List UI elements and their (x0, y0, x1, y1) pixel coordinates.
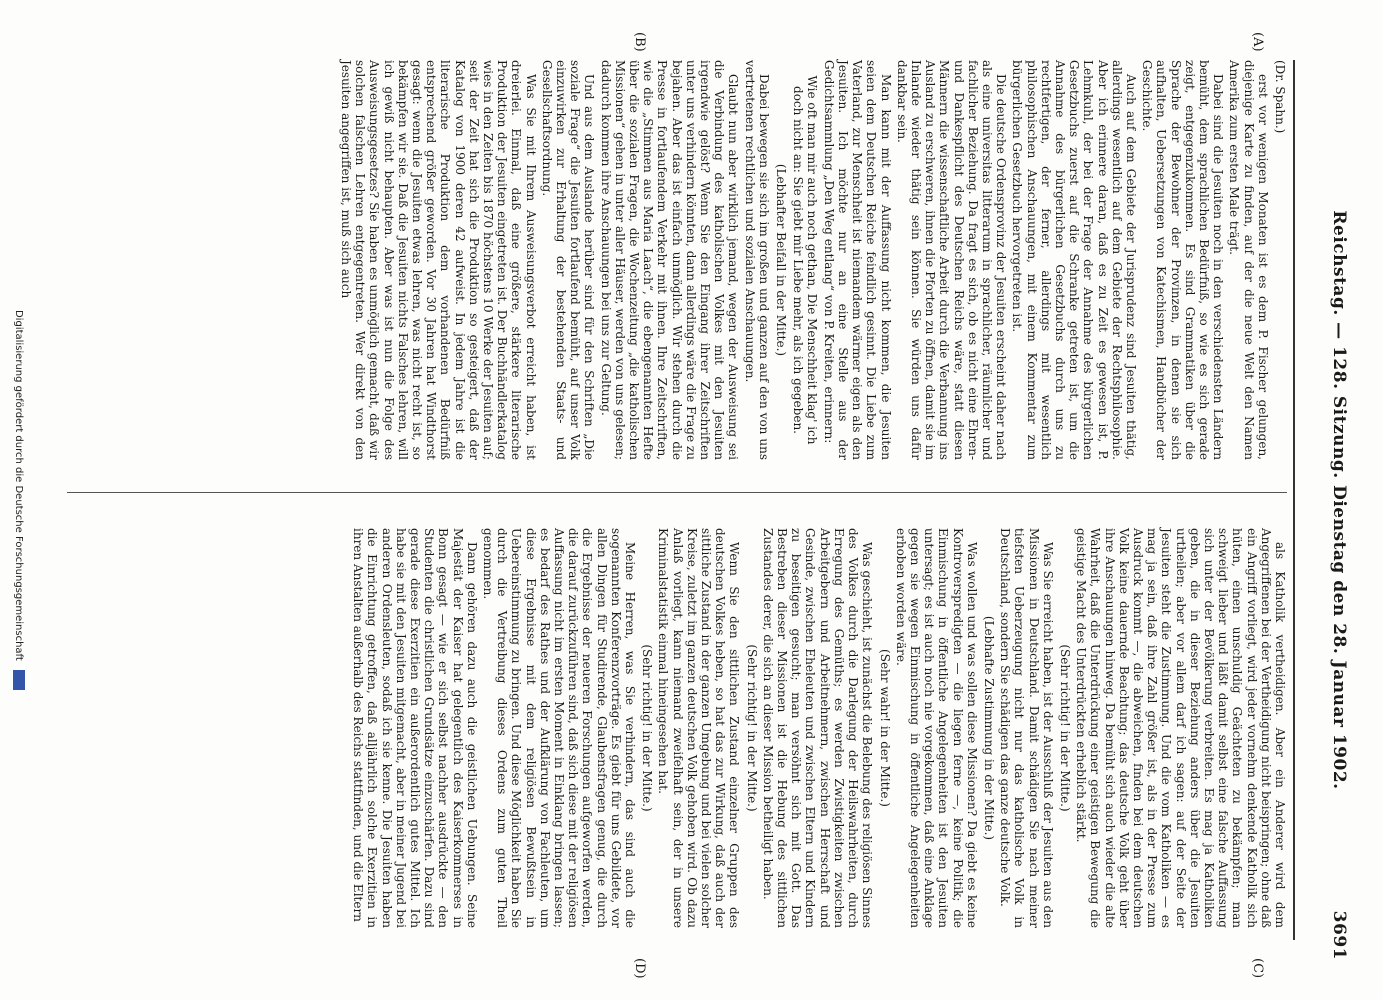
credit-text: Digitalisierung gefördert durch die Deutsche Forschungsgemeinschaft (13, 309, 24, 661)
page-header (1303, 0, 1383, 1000)
paragraph: Dann gehören dazu auch die geistlichen Uebungen. Seine Majestät der Kaiser hat gelegentlich des Kaiserkommerses in Bonn gesagt — wie er sich selbst nachher ausdrückte — den Studenten die christlichen Grundsätze einzuschärfen. Dazu sind gerade diese Exerzitien ein außerordentlich gutes Mittel. Ich habe sie mit den Jesuiten mitgemacht, aber in meiner Jugend bei anderen Ordensleuten, sodaß ich sie kenne. Die Jesuiten haben die Einrichtung getroffen, daß alljährlich solche Exerzitien in ihren Anstalten außerhalb des Reichs stattfinden, und die Eltern (351, 528, 479, 928)
paragraph: erst vor wenigen Monaten ist es dem P. Fischer gelungen, diejenige Karte zu finden, auf der die neue Welt den Namen Amerika zum ersten Male trägt. (1227, 60, 1270, 460)
paragraph: Was Sie mit Ihrem Ausweisungsverbot erreicht haben, ist dreierlei. Einmal, daß eine größere, stärkere literarische Produktion der Jesuiten eingetreten ist. Der Buchhändlerkatalog wies in den Zeiten bis 1870 höchstens 10 Werke der Jesuiten auf; seit der Zeit hat sich die Produktion so gesteigert, daß der Katalog von 1900 deren 42 aufweist. In jedem Jahre ist die literarische Produktion dem vorhandenen Bedürfniß entsprechend größer geworden. Vor 30 Jahren hat Windthorst gesagt: wenn die Jesuiten etwas lehren, was nicht recht ist, so bekämpfen wir sie. Daß die Jesuiten nichts Falsches lehren, will ich gewiß nicht behaupten. Aber was ist nun die Folge des Ausweisungsgesetzes? Sie haben es unmöglich gemacht, daß wir solchen falschen Lehren entgegentreten. Wer direkt von den Jesuiten angegriffen ist, muß sich auch (339, 60, 538, 460)
paragraph: Meine Herren, was Sie verhindern, das sind auch die sogenannten Konferenzvorträge. Es giebt für uns Gebildete, vor allen Dingen für Studirende, Glaubensfragen genug, die durch die Ergebnisse der neueren Forschungen aufgeworfen werden, die darauf zurückzuführen sind, daß sich diese mit der religiösen Auffassung nicht im ersten Moment in Einklang bringen lassen; es bedarf des Rathes und der Aufklärung von Fachleuten, um diese Ergebnisse mit dem religiösen Bewußtsein in Uebereinstimmung zu bringen. Und diese Möglichkeit haben Sie durch die Vertreibung dieses Ordens zum guten Theil genommen. (481, 528, 638, 928)
header-title: Reichstag. — 128. Sitzung. Dienstag den 28. Januar 1902. (1329, 210, 1349, 790)
paragraph: Dabei sind die Jesuiten noch in den verschiedensten Ländern bemüht, dem sprachlichen Bedürfniß, so wie es sich gerade zeigt, entgegenzukommen. Es sind Grammatiken über die Sprache der Bewohner der Provinzen, in denen sie sich aufhalten, Uebersetzungen von Katechismen, Handbücher der Geschichte. (1140, 60, 1226, 460)
interjection: (Sehr richtig! in der Mitte.) (744, 644, 759, 812)
paragraph: Wenn Sie den sittlichen Zustand einzelner Gruppen des deutschen Volkes heben, so hat das zur Wirkung, daß auch der sittliche Zustand in der ganzen Umgebung und bei vielen solcher Kreise, zuletzt im ganzen deutschen Volk gehoben wird. Ob dazu Anlaß vorliegt, kann niemand zweifelhaft sein, der in unsere Kriminalstatistik einmal hineingesehen hat. (656, 528, 742, 928)
page-number: 3691 (1329, 910, 1349, 960)
dfg-logo (13, 670, 25, 690)
poem-quote: Wie oft man mir auch noch gethan, Die Menschheit klag' ich doch nicht an: Sie giebt mir Liebe mehr, als ich gegeben. (791, 75, 820, 445)
paragraph: als Katholik vertheidigen. Aber ein Anderer wird dem Angegriffenen bei der Vertheidigung nicht beispringen; ohne daß ein Angriff vorliegt, wird jeder vornehm denkende Katholik sich hüten, einen unschuldig Geächteten zu bekämpfen; man schweigt lieber und läßt damit selbst eine falsche Auffassung sich unter der Bevölkerung verbreiten. Es mag ja Katholiken geben, die in dieser Beziehung anders über die Jesuiten urtheilen; aber vor allem darf ich sagen: auf der Seite der Jesuiten steht die Zustimmung. Und die vom Katholiken — es mag ja sein, daß ihre Zahl größer ist, als in der Presse zum Ausdruck kommt —, die abweichen, finden bei dem deutschen Volk keine dauernde Beachtung; das deutsche Volk geht über ihre Anschauungen hinweg. Da bemüht sich auch wieder die alte Wahrheit, daß die Unterdrückung einer geistigen Bewegung die geistige Macht des Unterdrückten erheblich stärkt. (1074, 528, 1287, 928)
paragraph: Die deutsche Ordensprovinz der Jesuiten erscheint daher nach als eine universitas litterarum in sprachlicher, räumlicher und fachlicher Beziehung. Da fragt es sich, ob es nicht eine Ehren- und Dankespflicht des Deutschen Reichs wäre, statt diesen Männern die wissenschaftliche Arbeit durch die Verbannung ins Ausland zu erschweren, ihnen die Pforten zu öffnen, damit sie im Inlande wieder thätig sein können. Sie würden uns dafür dankbar sein. (894, 60, 1009, 460)
paragraph: Auch auf dem Gebiete der Jurisprudenz sind Jesuiten thätig, allerdings wesentlich auf dem Gebiete der Rechtsphilosophie. Aber ich erinnere daran, daß es zu Zeit es gewesen ist, P. Lehmkuhl, der bei der Frage der Annahme des bürgerlichen Gesetzbuchs zuerst auf die Schranke getreten ist, um die Annahme des bürgerlichen Gesetzbuchs durch uns zu rechtfertigen, der ferner, allerdings mit wesentlich philosophischen Anschauungen, mit einem Kommentar zum bürgerlichen Gesetzbuch hervorgetreten ist. (1010, 60, 1138, 460)
paragraph: Was wollen und was sollen diese Missionen? Da giebt es keine Kontroverspredigten — die liegen ferne —, keine Politik; die Einmischung in öffentliche Angelegenheiten ist den Jesuiten untersagt; es ist auch noch nie vorgekommen, daß eine Anklage gegen sie wegen Einmischung in öffentliche Angelegenheiten erhoben worden wäre. (893, 528, 979, 928)
margin-marker-a: (A) (1250, 32, 1265, 52)
speaker-label: (Dr. Spahn.) (1273, 60, 1287, 134)
right-text-column (349, 528, 1287, 928)
interjection: (Sehr richtig! in der Mitte.) (1057, 644, 1072, 812)
header-rule (1293, 60, 1295, 940)
left-text-column (337, 60, 1287, 460)
interjection: (Lebhafter Beifall in der Mitte.) (774, 163, 789, 357)
paragraph: Was Sie erreicht haben, ist der Ausschluß der Jesuiten aus den Missionen in Deutschland. Damit schädigen Sie nach meiner tiefsten Ueberzeugung nicht nur das katholische Volk in Deutschland, sondern Sie schädigen das ganze deutsche Volk. (998, 528, 1055, 928)
paragraph: Glaubt nun aber wirklich jemand, wegen der Ausweisung sei die Verbindung des katholischen Volkes mit den Jesuiten irgendwie gelöst? Wenn Sie den Eingang ihrer Zeitschriften unter uns verhindern könnten, dann allerdings wäre die Frage zu bejahen. Aber das ist einfach unmöglich. Wir stehen durch die Presse in fortlaufendem Verkehr mit ihnen. Ihre Zeitschriften, wie die „Stimmen aus Maria Laach“, die ebengenannten Hefte über die sozialen Fragen, die Wochenzeitung „die katholischen Missionen“ gehen in unter aller Häuser, werden von uns gelesen; dadurch kommen ihre Anschauungen bei uns zur Geltung. (598, 60, 741, 460)
digitization-credit (13, 0, 25, 1000)
column-divider (67, 492, 1287, 493)
interjection: (Lebhafte Zustimmung in der Mitte.) (981, 615, 996, 841)
margin-marker-d: (D) (632, 958, 647, 979)
paragraph: Was geschieht, ist zunächst die Belebung des religiösen Sinnes des Volkes durch die Darlegung der Heilswahrheiten, durch Erregung des Gemüths; es werden Zwistigkeiten zwischen Arbeitgebern und Arbeitnehmern, zwischen Herrschaft und Gesinde, zwischen Eheleuten und zwischen Eltern und Kindern zu beseitigen gesucht; man versöhnt sich mit Gott. Das Bestreben dieser Missionen ist die Hebung des sittlichen Zustandes derer, die sich an dieser Mission betheiligt haben. (760, 528, 875, 928)
interjection: (Sehr wahr! in der Mitte.) (877, 649, 892, 807)
paragraph: Und aus dem Auslande herüber sind für den Schriften „Die soziale Frage“ die Jesuiten fortlaufend bemüht, auf unser Volk einzuwirken zur Erhaltung der bestehenden Staats- und Gesellschaftsordnung. (539, 60, 597, 460)
interjection: (Sehr richtig! in der Mitte.) (640, 644, 655, 812)
margin-marker-c: (C) (1250, 958, 1265, 979)
paragraph: Dabei bewegen sie sich im großen und ganzen auf den von uns vertretenen rechtlichen und sozialen Anschauungen. (742, 60, 771, 460)
paragraph: Man kann mit der Auffassung nicht kommen, die Jesuiten seien dem Deutschen Reiche feindlich gesinnt. Die Liebe zum Vaterland, zur Menschheit ist niemandem wärmer eigen als den Jesuiten. Ich möchte nur an eine Stelle aus der Gedichtsammlung „Den Weg entlang“ von P. Kreiten, erinnern: (821, 60, 893, 460)
margin-marker-b: (B) (632, 32, 647, 52)
